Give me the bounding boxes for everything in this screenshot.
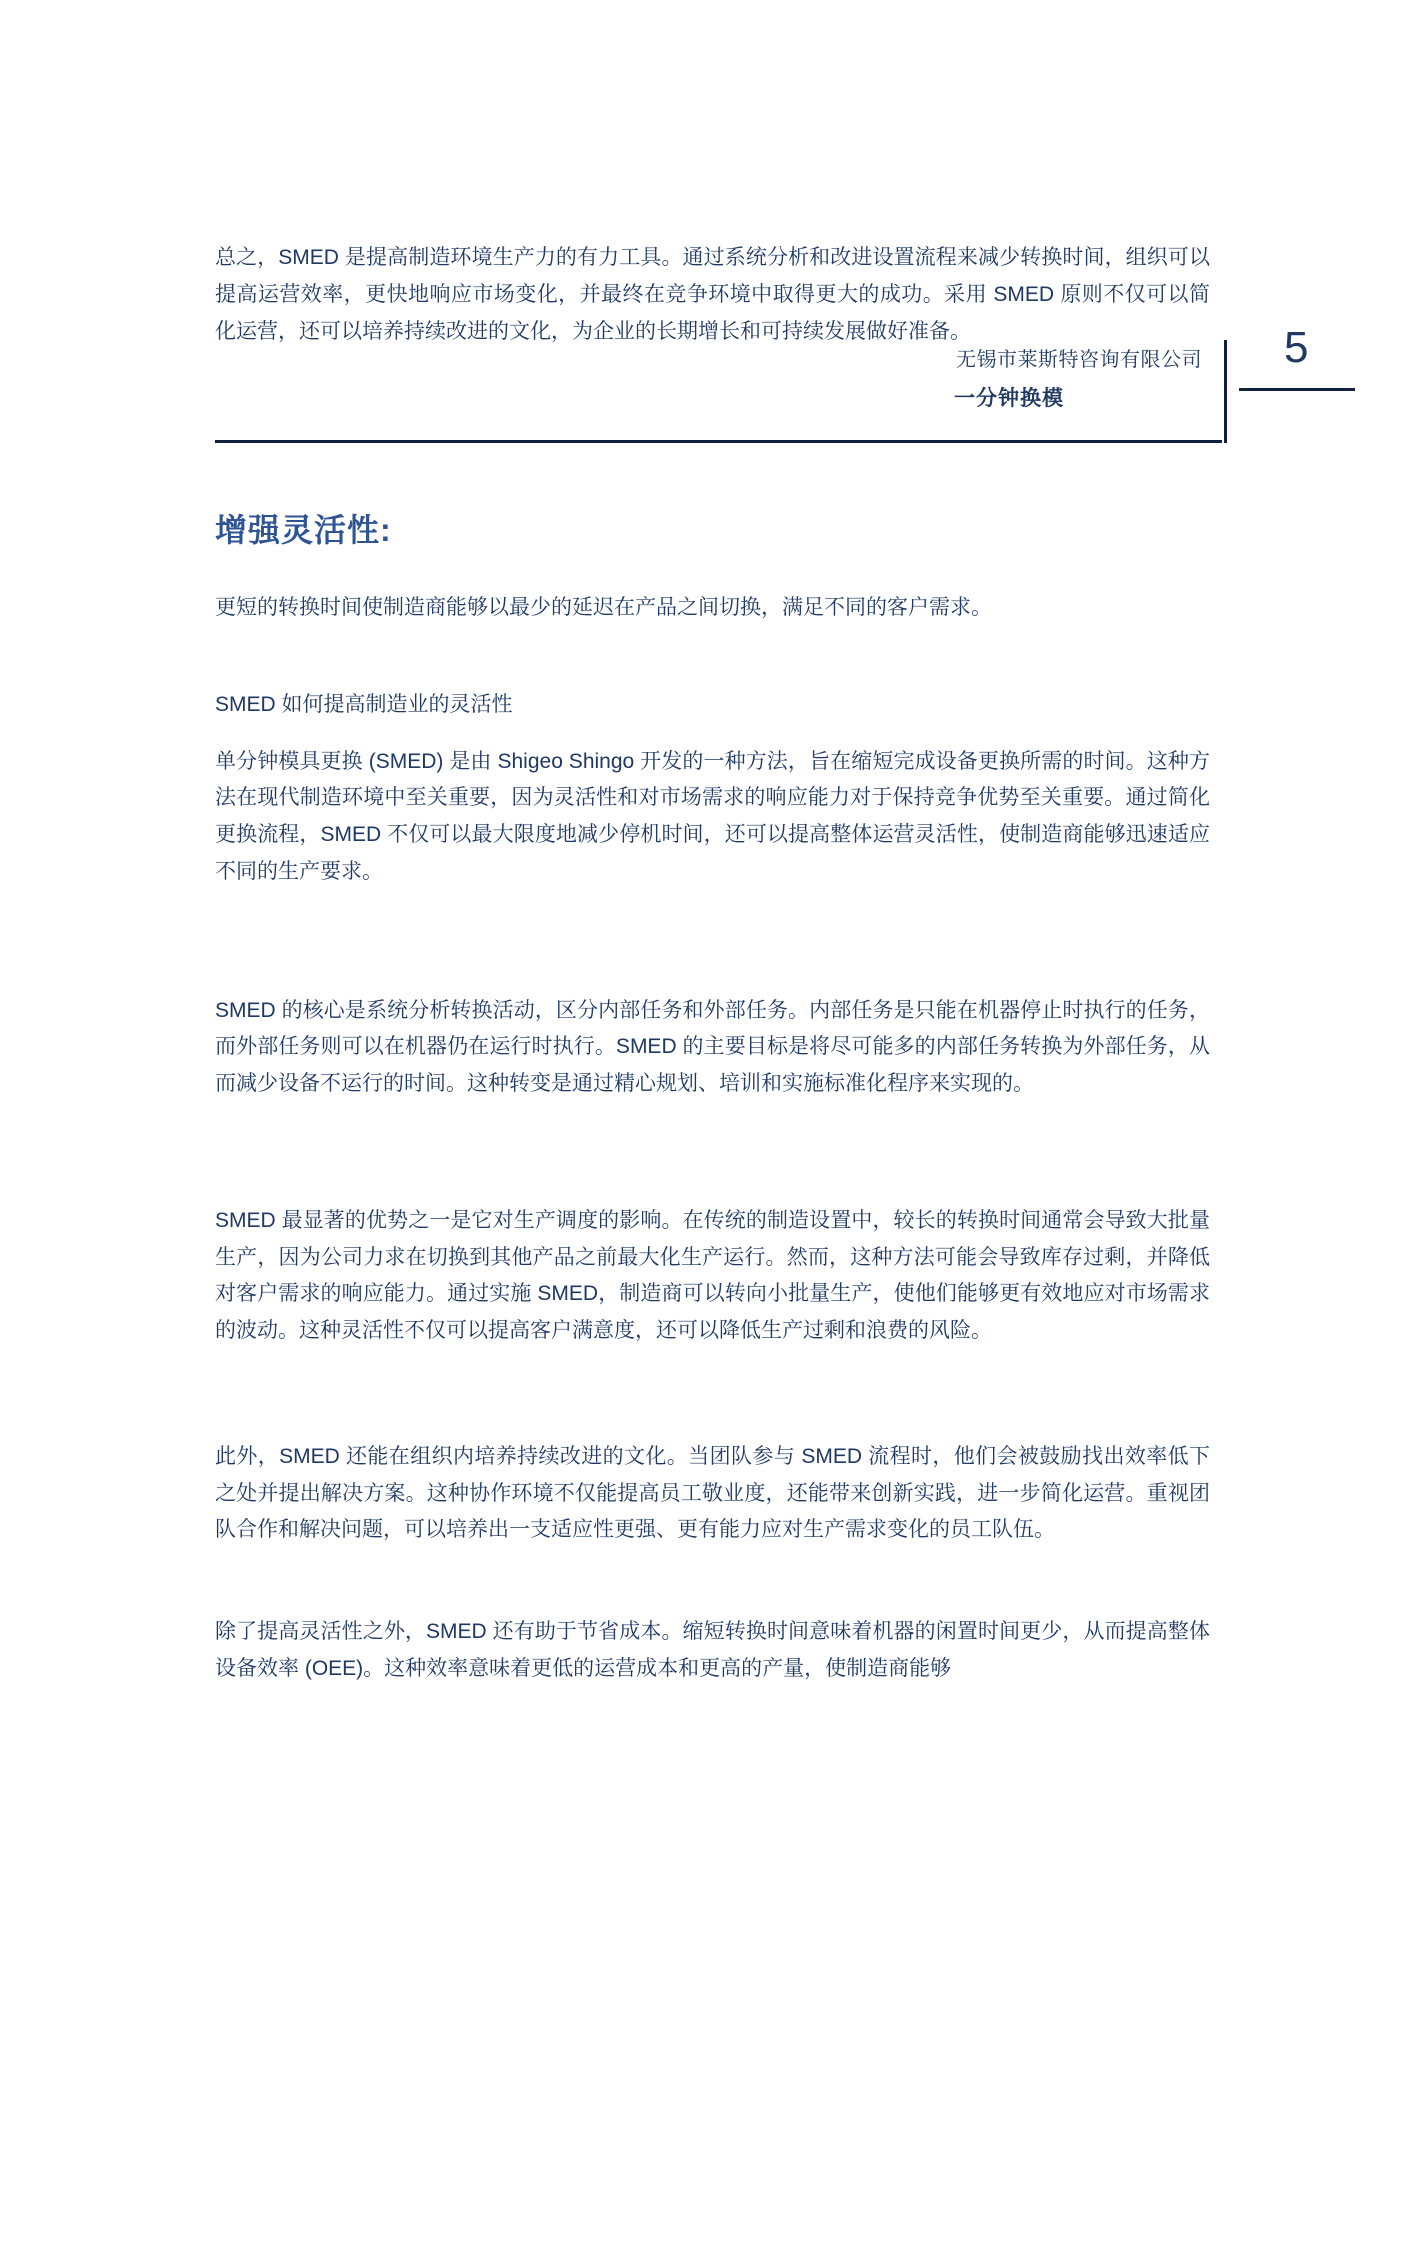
body-paragraph: 此外，SMED 还能在组织内培养持续改进的文化。当团队参与 SMED 流程时，他们会被鼓励找出效率低下之处并提出解决方案。这种协作环境不仅能提高员工敬业度，还能带来创新实践，进一步简化运营。重视团队合作和解决问题，可以培养出一支适应性更强、更有能力应对生产需求变化的员工队伍。	[215, 1444, 1210, 1542]
header-rule	[215, 440, 1222, 443]
header-doc-title: 一分钟换模	[954, 387, 1064, 410]
header-company-name: 无锡市莱斯特咨询有限公司	[956, 349, 1202, 371]
body-paragraph: SMED 的核心是系统分析转换活动，区分内部任务和外部任务。内部任务是只能在机器停止时执行的任务，而外部任务则可以在机器仍在运行时执行。SMED 的主要目标是将尽可能多的内部任务转换为外部任务，从而减少设备不运行的时间。这种转变是通过精心规划、培训和实施标准化程序来实现的。	[215, 998, 1210, 1096]
lead-paragraph: 更短的转换时间使制造商能够以最少的延迟在产品之间切换，满足不同的客户需求。	[215, 596, 992, 620]
subheading: SMED 如何提高制造业的灵活性	[215, 692, 513, 716]
body-paragraph: 除了提高灵活性之外，SMED 还有助于节省成本。缩短转换时间意味着机器的闲置时间更少，从而提高整体设备效率 (OEE)。这种效率意味着更低的运营成本和更高的产量，使制造商能够	[215, 1620, 1210, 1680]
intro-paragraph: 总之，SMED 是提高制造环境生产力的有力工具。通过系统分析和改进设置流程来减少转换时间，组织可以提高运营效率，更快地响应市场变化，并最终在竞争环境中取得更大的成功。采用 SMED 原则不仅可以简化运营，还可以培养持续改进的文化，为企业的长期增长和可持续发展做好准备。	[215, 246, 1210, 343]
document-page	[0, 240, 1428, 2268]
page-number: 5	[1284, 323, 1309, 372]
body-paragraph: 单分钟模具更换 (SMED) 是由 Shigeo Shingo 开发的一种方法，旨在缩短完成设备更换所需的时间。这种方法在现代制造环境中至关重要，因为灵活性和对市场需求的响应能力对于保持竞争优势至关重要。通过简化更换流程，SMED 不仅可以最大限度地减少停机时间，还可以提高整体运营灵活性，使制造商能够迅速适应不同的生产要求。	[215, 749, 1210, 883]
document-body	[215, 240, 1210, 1688]
page-number-underline	[1239, 388, 1355, 391]
body-paragraph: SMED 最显著的优势之一是它对生产调度的影响。在传统的制造设置中，较长的转换时间通常会导致大批量生产，因为公司力求在切换到其他产品之前最大化生产运行。然而，这种方法可能会导致库存过剩，并降低对客户需求的响应能力。通过实施 SMED，制造商可以转向小批量生产，使他们能够更有效地应对市场需求的波动。这种灵活性不仅可以提高客户满意度，还可以降低生产过剩和浪费的风险。	[215, 1208, 1210, 1343]
header-divider-bar	[1224, 340, 1227, 443]
section-heading: 增强灵活性:	[215, 512, 392, 549]
